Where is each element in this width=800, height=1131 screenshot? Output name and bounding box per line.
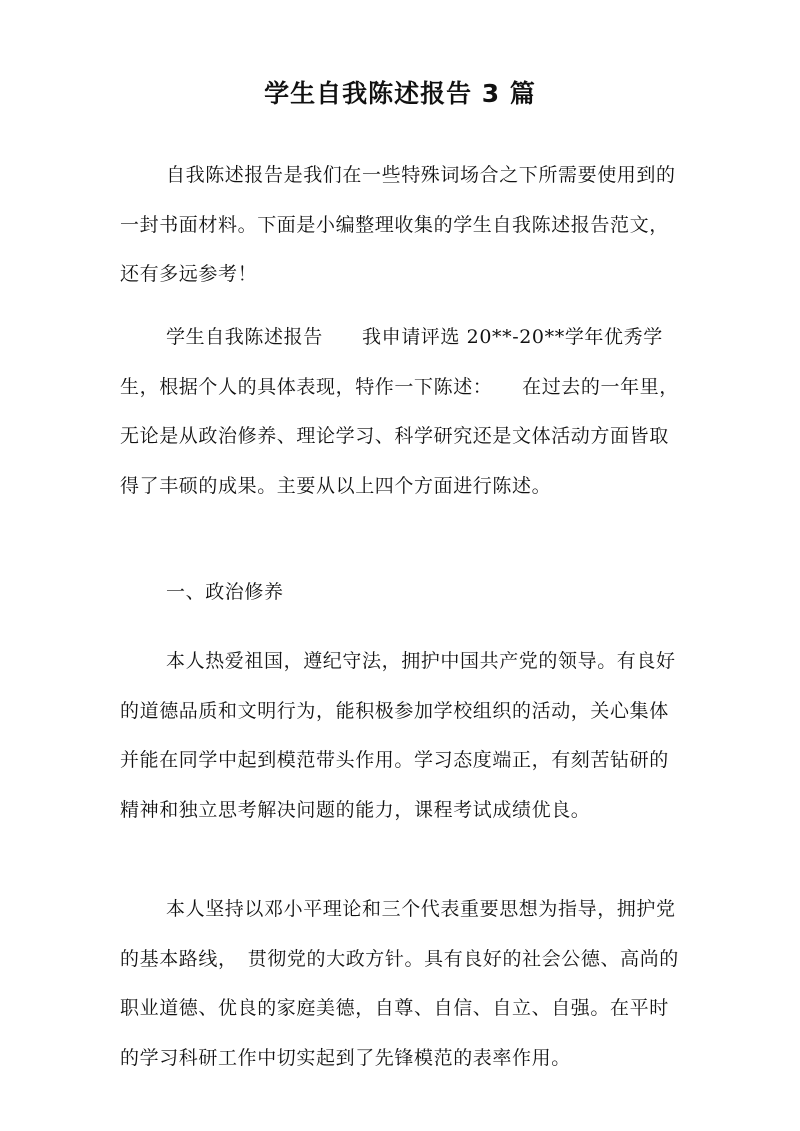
politics-paragraph-2: 本人坚持以邓小平理论和三个代表重要思想为指导，拥护党的基本路线， 贯彻党的大政方针。具有良好的社会公德、高尚的职业道德、优良的家庭美德，自尊、自信、自立、自强。在平时的学习科研工作中切实起到了先锋模范的表率作用。 bbox=[120, 898, 679, 1069]
politics-paragraph-1: 本人热爱祖国，遵纪守法，拥护中国共产党的领导。有良好的道德品质和文明行为，能积极参加学校组织的活动，关心集体并能在同学中起到模范带头作用。学习态度端正，有刻苦钻研的精神和独立思考解决问题的能力，课程考试成绩优良。 bbox=[120, 650, 676, 821]
section-heading-politics: 一、政治修养 bbox=[166, 581, 284, 603]
intro-paragraph: 自我陈述报告是我们在一些特殊词场合之下所需要使用到的一封书面材料。下面是小编整理收集的学生自我陈述报告范文，还有多远参考！ bbox=[120, 164, 676, 285]
statement-paragraph: 学生自我陈述报告 我申请评选 20**-20**学年优秀学生，根据个人的具体表现，特作一下陈述： 在过去的一年里，无论是从政治修养、理论学习、科学研究还是文体活动方面皆取得了丰硕的成果。主要从以上四个方面进行陈述。 bbox=[120, 326, 679, 497]
document-title: 学生自我陈述报告 3 篇 bbox=[264, 79, 536, 108]
